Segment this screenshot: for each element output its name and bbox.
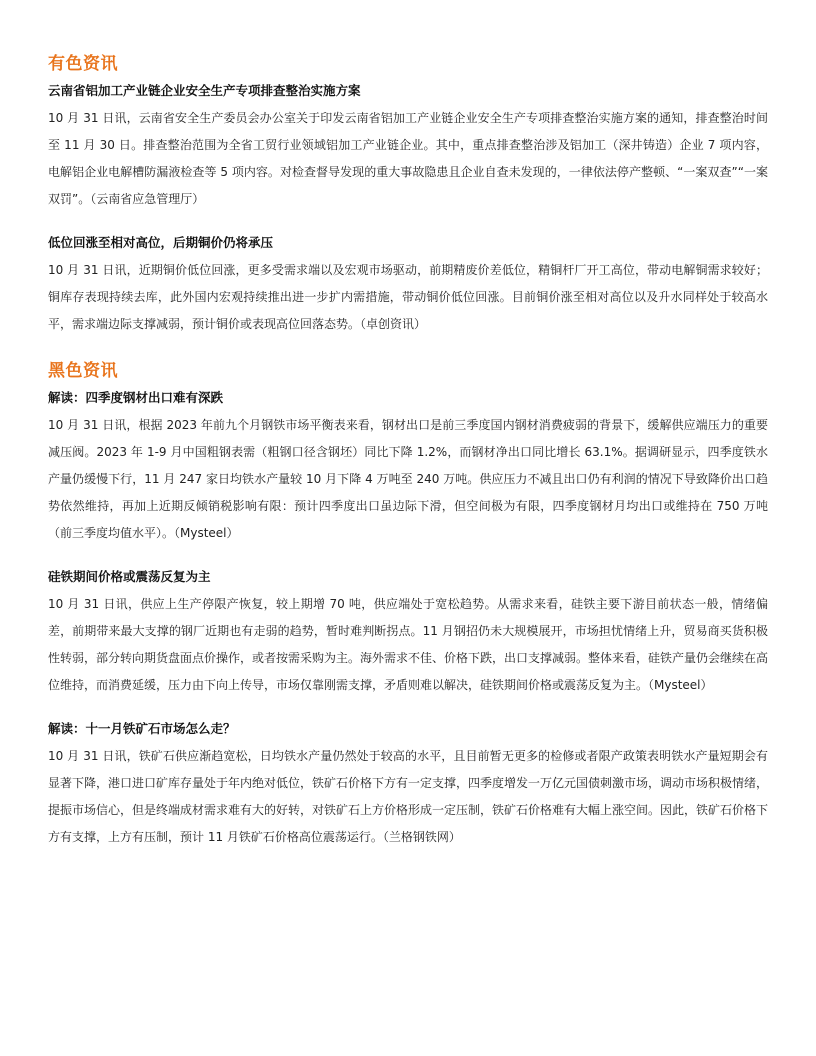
section-title-nonferrous: 有色资讯 [48,54,118,74]
article-copper-price [48,233,768,338]
article-title: 低位回涨至相对高位，后期铜价仍将承压 [48,235,274,250]
article-title: 解读：四季度钢材出口难有深跌 [48,390,224,405]
article-body: 10 月 31 日讯，铁矿石供应渐趋宽松，日均铁水产量仍然处于较高的水平，且目前暂无更多的检修或者限产政策表明铁水产量短期会有显著下降，港口进口矿库存量处于年内绝对低位，铁矿石价格下方有一定支撑，四季度增发一万亿元国债刺激市场，调动市场积极情绪，提振市场信心，但是终端成材需求难有大的好转，对铁矿石上方价格形成一定压制，铁矿石价格难有大幅上涨空间。因此，铁矿石价格下方有支撑，上方有压制，预计 11 月铁矿石价格高位震荡运行。（兰格钢铁网） [48,749,769,844]
article-aluminum-safety [48,81,768,213]
article-title: 云南省铝加工产业链企业安全生产专项排查整治实施方案 [48,83,361,98]
section-title-ferrous: 黑色资讯 [48,361,118,381]
article-ferrosilicon [48,567,768,699]
article-iron-ore [48,719,768,851]
article-title: 解读：十一月铁矿石市场怎么走？ [48,721,236,736]
article-title: 硅铁期间价格或震荡反复为主 [48,569,211,584]
article-body: 10 月 31 日讯，云南省安全生产委员会办公室关于印发云南省铝加工产业链企业安全生产专项排查整治实施方案的通知，排查整治时间至 11 月 30 日。排查整治范围为全省工贸行业领域铝加工产业链企业。其中，重点排查整治涉及铝加工（深井铸造）企业 7 项内容，电解铝企业电解槽防漏液检查等 5 项内容。对检查督导发现的重大事故隐患且企业自查未发现的，一律依法停产整顿、“一案双查”“一案双罚”。（云南省应急管理厅） [48,111,768,206]
article-body: 10 月 31 日讯，根据 2023 年前九个月钢铁市场平衡表来看，钢材出口是前三季度国内钢材消费疲弱的背景下，缓解供应端压力的重要减压阀。2023 年 1-9 月中国粗钢表需（粗钢口径含钢坯）同比下降 1.2%，而钢材净出口同比增长 63.1%。据调研显示，四季度铁水产量仍缓慢下行，11 月 247 家日均铁水产量较 10 月下降 4 万吨至 240 万吨。供应压力不减且出口仍有利润的情况下导致降价出口趋势依然维持，再加上近期反倾销税影响有限：预计四季度出口虽边际下滑，但空间极为有限，四季度钢材月均出口或维持在 750 万吨（前三季度均值水平）。（Mysteel） [48,418,768,540]
article-steel-export [48,388,768,547]
article-body: 10 月 31 日讯，近期铜价低位回涨，更多受需求端以及宏观市场驱动，前期精废价差低位，精铜杆厂开工高位，带动电解铜需求较好；铜库存表现持续去库，此外国内宏观持续推出进一步扩内需措施，带动铜价低位回涨。目前铜价涨至相对高位以及升水同样处于较高水平，需求端边际支撑减弱，预计铜价或表现高位回落态势。（卓创资讯） [48,263,768,331]
article-body: 10 月 31 日讯，供应上生产停限产恢复，较上期增 70 吨，供应端处于宽松趋势。从需求来看，硅铁主要下游目前状态一般，情绪偏差，前期带来最大支撑的钢厂近期也有走弱的趋势，暂时难判断拐点。11 月钢招仍未大规模展开，市场担忧情绪上升，贸易商买货积极性转弱，部分转向期货盘面点价操作，或者按需采购为主。海外需求不佳、价格下跌，出口支撑减弱。整体来看，硅铁产量仍会继续在高位维持，而消费延缓，压力由下向上传导，市场仅靠刚需支撑，矛盾则难以解决，硅铁期间价格或震荡反复为主。（Mysteel） [48,597,769,692]
